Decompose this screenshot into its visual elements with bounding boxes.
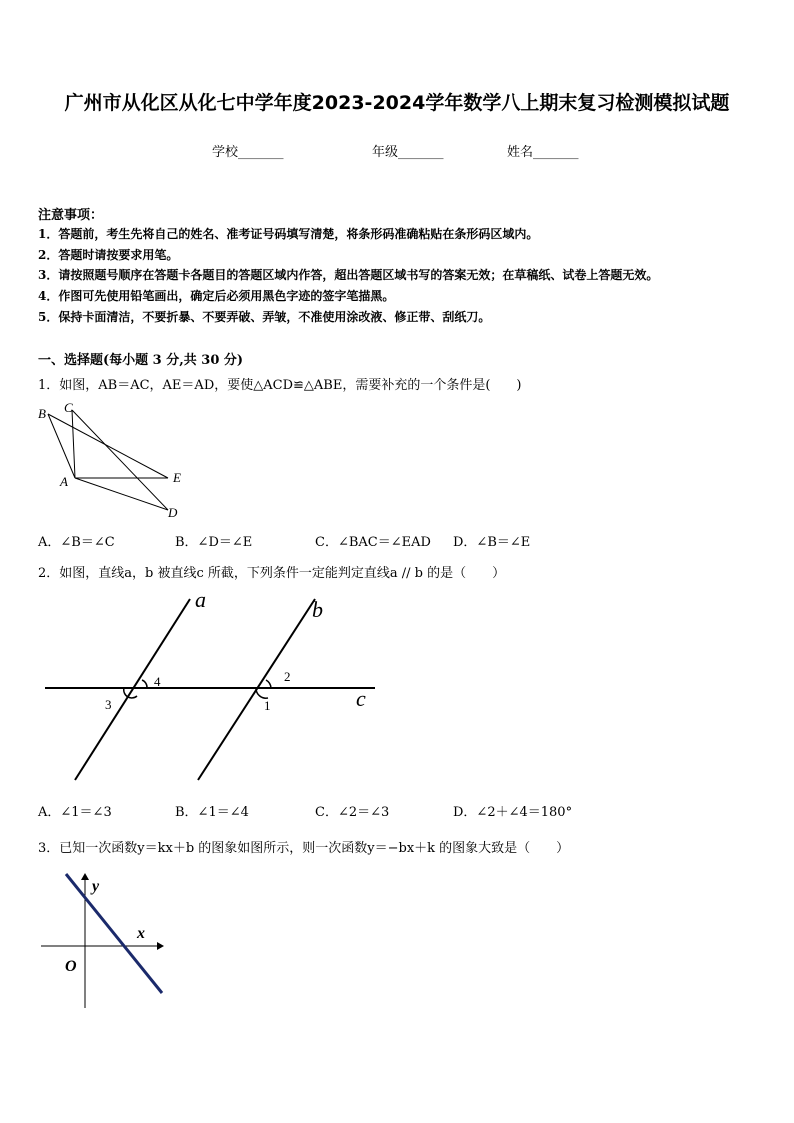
q1-option-a: A．∠B＝∠C — [38, 535, 115, 550]
school-field: 学校_______ — [212, 145, 284, 160]
note-item: 2．答题时请按要求用笔。 — [38, 248, 179, 262]
question-2-figure — [40, 585, 385, 790]
angle-1-arc — [256, 688, 268, 698]
question-1-figure — [30, 398, 200, 523]
segment-ca — [72, 410, 75, 478]
label-y-axis: y — [92, 878, 100, 895]
segment-cd — [72, 410, 168, 510]
q2-option-b: B．∠1＝∠4 — [175, 805, 249, 820]
label-line-a: a — [195, 587, 206, 612]
q1-option-c: C．∠BAC＝∠EAD — [315, 535, 431, 550]
note-item: 4．作图可先使用铅笔画出，确定后必须用黑色字迹的签字笔描黑。 — [38, 289, 395, 303]
label-line-c: c — [356, 686, 366, 711]
q2-option-c: C．∠2＝∠3 — [315, 805, 390, 820]
page-title: 广州市从化区从化七中学年度2023-2024学年数学八上期末复习检测模拟试题 — [64, 92, 730, 114]
note-item: 3．请按照题号顺序在答题卡各题目的答题区域内作答，超出答题区域书写的答案无效；在草稿纸、试卷上答题无效。 — [38, 268, 659, 282]
grade-field: 年级_______ — [372, 145, 444, 160]
question-3-stem: 3．已知一次函数y＝kx＋b 的图象如图所示，则一次函数y＝−bx＋k 的图象大致是（ ） — [38, 841, 570, 856]
label-angle-1: 1 — [264, 698, 271, 713]
question-1-stem: 1．如图，AB＝AC，AE＝AD，要使△ACD≌△ABE，需要补充的一个条件是( ) — [38, 378, 522, 393]
label-line-b: b — [312, 597, 323, 622]
label-angle-2: 2 — [284, 669, 291, 684]
q2-option-d: D．∠2＋∠4＝180° — [453, 805, 573, 820]
question-2-stem: 2．如图，直线a，b 被直线c 所截，下列条件一定能判定直线a // b 的是（ ） — [38, 566, 506, 581]
q2-option-a: A．∠1＝∠3 — [38, 805, 112, 820]
function-line — [66, 874, 162, 993]
label-c: C — [64, 400, 73, 415]
label-b: B — [38, 406, 46, 421]
note-item: 1．答题前，考生先将自己的姓名、准考证号码填写清楚，将条形码准确粘贴在条形码区域内。 — [38, 227, 539, 241]
line-a — [75, 599, 190, 780]
q1-option-b: B．∠D＝∠E — [175, 535, 253, 550]
angle-2-arc — [266, 680, 271, 688]
label-e: E — [173, 470, 181, 485]
note-item: 5．保持卡面清洁，不要折暴、不要弄破、弄皱，不准使用涂改液、修正带、刮纸刀。 — [38, 310, 491, 324]
label-a: A — [60, 474, 68, 489]
label-angle-3: 3 — [105, 697, 112, 712]
label-angle-4: 4 — [154, 674, 161, 689]
notes-heading: 注意事项： — [38, 208, 104, 223]
segment-ba — [48, 414, 75, 478]
segment-be — [48, 414, 168, 478]
section-heading: 一、选择题(每小题 3 分,共 30 分) — [38, 353, 244, 368]
segment-ad — [75, 478, 168, 510]
label-origin: O — [65, 958, 77, 975]
question-3-figure — [36, 868, 171, 1013]
label-x-axis: x — [137, 925, 145, 942]
angle-4-arc — [142, 680, 147, 688]
label-d: D — [168, 505, 178, 520]
q1-option-d: D．∠B＝∠E — [453, 535, 531, 550]
name-field: 姓名_______ — [507, 145, 579, 160]
